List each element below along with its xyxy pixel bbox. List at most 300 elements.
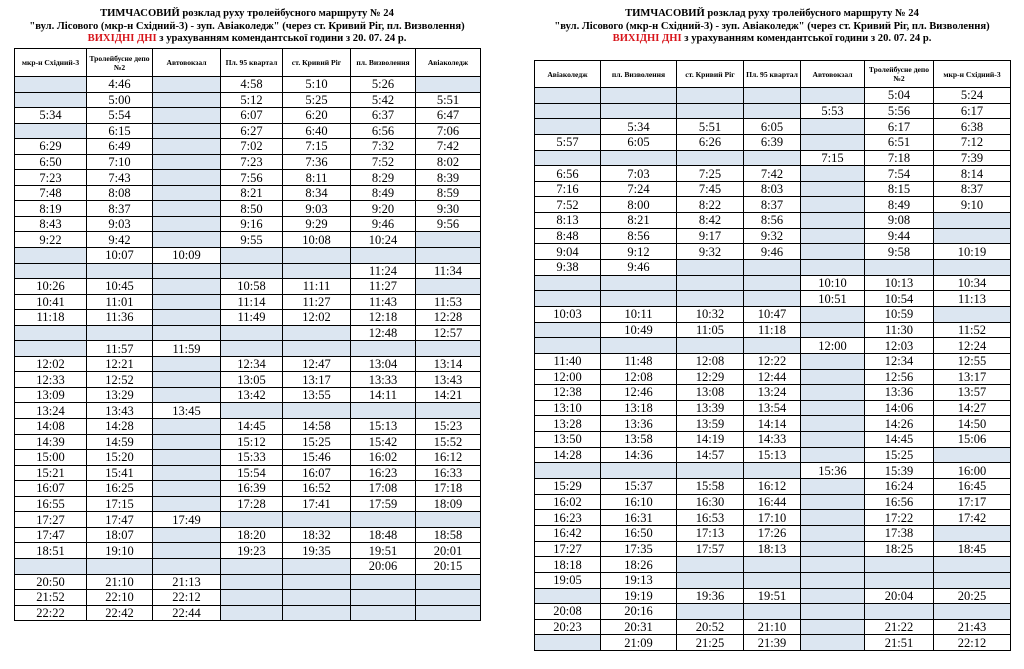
table-row <box>535 228 1011 244</box>
time-cell: 13:18 <box>601 400 677 416</box>
time-cell: 17:17 <box>934 494 1011 510</box>
table-row <box>15 154 481 170</box>
time-cell <box>283 248 351 264</box>
time-cell: 5:54 <box>87 108 153 124</box>
time-cell <box>153 170 221 186</box>
time-cell <box>801 306 865 322</box>
time-cell: 14:14 <box>744 416 801 432</box>
time-cell: 13:28 <box>535 416 601 432</box>
time-cell: 9:32 <box>677 244 744 260</box>
time-cell: 14:45 <box>865 432 934 448</box>
time-cell <box>535 463 601 479</box>
time-cell: 12:44 <box>744 369 801 385</box>
time-cell <box>153 154 221 170</box>
time-cell: 18:25 <box>865 541 934 557</box>
time-cell: 18:20 <box>221 527 283 543</box>
route: "вул. Лісового (мкр-н Східний-3) - зуп. Авіаколедж" (через ст. Кривий Ріг, пл. Визволення) <box>554 20 990 32</box>
time-cell: 8:21 <box>601 213 677 229</box>
table-row <box>535 119 1011 135</box>
time-cell: 16:44 <box>744 494 801 510</box>
time-cell: 18:09 <box>416 496 481 512</box>
time-cell <box>865 260 934 276</box>
time-cell: 16:12 <box>416 450 481 466</box>
time-cell: 21:43 <box>934 619 1011 635</box>
time-cell: 12:56 <box>865 369 934 385</box>
time-cell: 16:45 <box>934 479 1011 495</box>
table-row <box>535 197 1011 213</box>
time-cell: 17:41 <box>283 496 351 512</box>
time-cell: 6:27 <box>221 123 283 139</box>
table-row <box>535 525 1011 541</box>
table-row <box>535 588 1011 604</box>
time-cell: 10:51 <box>801 291 865 307</box>
time-cell <box>601 275 677 291</box>
time-cell: 13:39 <box>677 400 744 416</box>
time-cell: 22:42 <box>87 605 153 621</box>
table-row <box>15 481 481 497</box>
time-cell: 9:44 <box>865 228 934 244</box>
time-cell <box>87 558 153 574</box>
time-cell: 17:35 <box>601 541 677 557</box>
time-cell: 11:27 <box>283 294 351 310</box>
time-cell <box>416 341 481 357</box>
table-row <box>535 416 1011 432</box>
time-cell: 14:28 <box>535 447 601 463</box>
table-row <box>15 403 481 419</box>
time-cell <box>677 291 744 307</box>
time-cell <box>535 103 601 119</box>
time-cell: 16:23 <box>351 465 416 481</box>
table-row <box>535 103 1011 119</box>
time-cell: 8:03 <box>744 181 801 197</box>
time-cell <box>801 447 865 463</box>
time-cell <box>744 260 801 276</box>
time-cell: 5:12 <box>221 92 283 108</box>
time-cell <box>601 88 677 104</box>
time-cell <box>801 525 865 541</box>
time-cell <box>934 447 1011 463</box>
time-cell: 12:52 <box>87 372 153 388</box>
time-cell <box>801 432 865 448</box>
time-cell: 14:45 <box>221 419 283 435</box>
time-cell: 9:03 <box>87 216 153 232</box>
time-cell: 10:41 <box>15 294 87 310</box>
time-cell <box>601 150 677 166</box>
column-header: мкр-н Східний-3 <box>934 61 1011 88</box>
column-header: Авіаколедж <box>416 49 481 77</box>
time-cell <box>153 434 221 450</box>
time-cell: 11:14 <box>221 294 283 310</box>
time-cell: 9:04 <box>535 244 601 260</box>
time-cell: 17:13 <box>677 525 744 541</box>
time-cell: 7:12 <box>934 134 1011 150</box>
time-cell <box>744 291 801 307</box>
time-cell: 6:17 <box>934 103 1011 119</box>
time-cell: 6:05 <box>601 134 677 150</box>
time-cell: 11:40 <box>535 353 601 369</box>
time-cell: 7:56 <box>221 170 283 186</box>
time-cell: 11:49 <box>221 310 283 326</box>
time-cell: 8:59 <box>416 185 481 201</box>
time-cell <box>601 103 677 119</box>
time-cell <box>601 291 677 307</box>
time-cell: 8:34 <box>283 185 351 201</box>
time-cell: 13:05 <box>221 372 283 388</box>
table-row <box>535 291 1011 307</box>
table-row <box>535 463 1011 479</box>
time-cell: 11:18 <box>15 310 87 326</box>
table-row <box>15 590 481 606</box>
time-cell: 17:38 <box>865 525 934 541</box>
time-cell: 12:57 <box>416 325 481 341</box>
time-cell <box>153 527 221 543</box>
time-cell: 5:51 <box>677 119 744 135</box>
time-cell: 5:10 <box>283 77 351 93</box>
time-cell: 15:20 <box>87 450 153 466</box>
time-cell: 20:50 <box>15 574 87 590</box>
time-cell <box>934 306 1011 322</box>
time-cell: 15:13 <box>351 419 416 435</box>
table-row <box>15 605 481 621</box>
time-cell: 10:03 <box>535 306 601 322</box>
time-cell: 10:11 <box>601 306 677 322</box>
time-cell <box>416 248 481 264</box>
time-cell: 19:51 <box>351 543 416 559</box>
time-cell: 5:53 <box>801 103 865 119</box>
time-cell <box>221 512 283 528</box>
time-cell: 12:08 <box>677 353 744 369</box>
time-cell: 10:19 <box>934 244 1011 260</box>
time-cell: 11:05 <box>677 322 744 338</box>
time-cell: 11:53 <box>416 294 481 310</box>
time-cell <box>416 512 481 528</box>
time-cell: 12:02 <box>283 310 351 326</box>
timetable <box>14 48 481 621</box>
time-cell <box>351 248 416 264</box>
time-cell: 13:50 <box>535 432 601 448</box>
time-cell: 8:37 <box>744 197 801 213</box>
time-cell: 22:44 <box>153 605 221 621</box>
time-cell: 7:43 <box>87 170 153 186</box>
table-row <box>15 465 481 481</box>
time-cell: 13:55 <box>283 387 351 403</box>
time-cell: 12:21 <box>87 356 153 372</box>
notice-text: з урахуванням комендантської години з 20. 07. 24 р. <box>156 33 407 44</box>
time-cell: 14:59 <box>87 434 153 450</box>
time-cell: 11:30 <box>865 322 934 338</box>
time-cell: 10:10 <box>801 275 865 291</box>
time-cell <box>153 325 221 341</box>
time-cell <box>153 185 221 201</box>
time-cell: 15:39 <box>865 463 934 479</box>
time-cell: 5:42 <box>351 92 416 108</box>
time-cell <box>87 263 153 279</box>
time-cell: 10:26 <box>15 279 87 295</box>
time-cell: 22:12 <box>934 635 1011 651</box>
time-cell: 7:54 <box>865 166 934 182</box>
time-cell: 6:05 <box>744 119 801 135</box>
time-cell: 14:57 <box>677 447 744 463</box>
time-cell: 13:17 <box>283 372 351 388</box>
time-cell: 15:42 <box>351 434 416 450</box>
table-row <box>535 150 1011 166</box>
time-cell: 13:10 <box>535 400 601 416</box>
time-cell: 11:48 <box>601 353 677 369</box>
timetable <box>534 60 1011 651</box>
time-cell: 12:02 <box>15 356 87 372</box>
time-cell: 16:25 <box>87 481 153 497</box>
time-cell: 8:00 <box>601 197 677 213</box>
time-cell <box>15 123 87 139</box>
time-cell <box>744 338 801 354</box>
time-cell: 10:08 <box>283 232 351 248</box>
time-cell <box>677 604 744 620</box>
table-row <box>15 92 481 108</box>
time-cell: 16:10 <box>601 494 677 510</box>
table-row <box>535 479 1011 495</box>
time-cell: 6:26 <box>677 134 744 150</box>
time-cell <box>351 403 416 419</box>
time-cell: 16:52 <box>283 481 351 497</box>
time-cell <box>283 574 351 590</box>
time-cell <box>801 228 865 244</box>
time-cell <box>351 574 416 590</box>
table-row <box>15 574 481 590</box>
table-row <box>15 434 481 450</box>
notice <box>14 33 480 46</box>
time-cell <box>934 557 1011 573</box>
time-cell: 20:16 <box>601 604 677 620</box>
time-cell: 13:42 <box>221 387 283 403</box>
time-cell: 11:59 <box>153 341 221 357</box>
time-cell: 8:22 <box>677 197 744 213</box>
time-cell: 8:56 <box>601 228 677 244</box>
time-cell: 7:10 <box>87 154 153 170</box>
time-cell <box>283 512 351 528</box>
time-cell: 7:23 <box>15 170 87 186</box>
time-cell: 13:57 <box>934 385 1011 401</box>
time-cell: 11:18 <box>744 322 801 338</box>
time-cell: 20:31 <box>601 619 677 635</box>
time-cell: 20:15 <box>416 558 481 574</box>
time-cell <box>221 558 283 574</box>
time-cell: 9:03 <box>283 201 351 217</box>
time-cell: 16:53 <box>677 510 744 526</box>
time-cell: 13:09 <box>15 387 87 403</box>
table-row <box>535 400 1011 416</box>
table-row <box>535 306 1011 322</box>
time-cell: 13:14 <box>416 356 481 372</box>
time-cell: 18:48 <box>351 527 416 543</box>
time-cell <box>934 572 1011 588</box>
time-cell: 14:33 <box>744 432 801 448</box>
time-cell: 11:13 <box>934 291 1011 307</box>
time-cell: 9:30 <box>416 201 481 217</box>
time-cell <box>351 341 416 357</box>
time-cell: 21:10 <box>87 574 153 590</box>
time-cell: 9:22 <box>15 232 87 248</box>
time-cell: 8:14 <box>934 166 1011 182</box>
time-cell <box>535 635 601 651</box>
time-cell: 10:47 <box>744 306 801 322</box>
time-cell <box>801 88 865 104</box>
time-cell: 14:28 <box>87 419 153 435</box>
time-cell: 7:45 <box>677 181 744 197</box>
time-cell: 13:59 <box>677 416 744 432</box>
time-cell: 17:18 <box>416 481 481 497</box>
table-row <box>15 325 481 341</box>
time-cell: 6:07 <box>221 108 283 124</box>
time-cell <box>677 150 744 166</box>
time-cell: 12:47 <box>283 356 351 372</box>
time-cell: 21:09 <box>601 635 677 651</box>
table-row <box>15 341 481 357</box>
table-row <box>535 338 1011 354</box>
time-cell <box>153 123 221 139</box>
time-cell: 12:46 <box>601 385 677 401</box>
time-cell: 7:24 <box>601 181 677 197</box>
time-cell: 9:20 <box>351 201 416 217</box>
time-cell: 17:27 <box>535 541 601 557</box>
table-row <box>535 432 1011 448</box>
time-cell: 14:26 <box>865 416 934 432</box>
time-cell <box>221 605 283 621</box>
time-cell: 14:06 <box>865 400 934 416</box>
time-cell: 13:36 <box>601 416 677 432</box>
time-cell <box>153 481 221 497</box>
time-cell <box>801 541 865 557</box>
time-cell: 5:25 <box>283 92 351 108</box>
time-cell: 10:49 <box>601 322 677 338</box>
time-cell: 14:21 <box>416 387 481 403</box>
time-cell: 8:08 <box>87 185 153 201</box>
time-cell: 5:04 <box>865 88 934 104</box>
time-cell: 6:17 <box>865 119 934 135</box>
time-cell: 5:57 <box>535 134 601 150</box>
time-cell: 19:51 <box>744 588 801 604</box>
time-cell <box>801 494 865 510</box>
time-cell: 22:12 <box>153 590 221 606</box>
time-cell: 9:17 <box>677 228 744 244</box>
table-row <box>535 213 1011 229</box>
time-cell: 6:56 <box>535 166 601 182</box>
time-cell: 5:26 <box>351 77 416 93</box>
time-cell: 9:56 <box>416 216 481 232</box>
time-cell <box>801 353 865 369</box>
time-cell: 8:29 <box>351 170 416 186</box>
time-cell <box>351 512 416 528</box>
time-cell <box>801 260 865 276</box>
time-cell <box>801 244 865 260</box>
time-cell <box>744 463 801 479</box>
column-header: пл. Визволення <box>351 49 416 77</box>
time-cell: 15:54 <box>221 465 283 481</box>
time-cell: 15:06 <box>934 432 1011 448</box>
time-cell: 17:10 <box>744 510 801 526</box>
time-cell: 16:33 <box>416 465 481 481</box>
column-header: мкр-н Східний-3 <box>15 49 87 77</box>
time-cell: 6:38 <box>934 119 1011 135</box>
time-cell: 9:29 <box>283 216 351 232</box>
time-cell <box>283 590 351 606</box>
table-row <box>15 372 481 388</box>
time-cell <box>153 232 221 248</box>
time-cell: 8:11 <box>283 170 351 186</box>
time-cell: 4:46 <box>87 77 153 93</box>
time-cell: 10:24 <box>351 232 416 248</box>
time-cell: 17:57 <box>677 541 744 557</box>
time-cell <box>934 525 1011 541</box>
time-cell: 6:29 <box>15 139 87 155</box>
time-cell: 10:54 <box>865 291 934 307</box>
time-cell <box>744 88 801 104</box>
time-cell: 14:50 <box>934 416 1011 432</box>
time-cell: 10:58 <box>221 279 283 295</box>
time-cell: 20:06 <box>351 558 416 574</box>
time-cell: 18:13 <box>744 541 801 557</box>
table-row <box>535 510 1011 526</box>
time-cell: 11:52 <box>934 322 1011 338</box>
route: "вул. Лісового (мкр-н Східний-3) - зуп. Авіаколедж" (через ст. Кривий Ріг, пл. Визволення) <box>29 20 465 32</box>
time-cell: 5:34 <box>15 108 87 124</box>
time-cell: 15:46 <box>283 450 351 466</box>
time-cell <box>801 635 865 651</box>
time-cell: 17:08 <box>351 481 416 497</box>
time-cell <box>801 604 865 620</box>
time-cell <box>416 77 481 93</box>
time-cell: 13:36 <box>865 385 934 401</box>
time-cell <box>153 279 221 295</box>
time-cell: 19:36 <box>677 588 744 604</box>
table-row <box>535 385 1011 401</box>
time-cell: 17:27 <box>15 512 87 528</box>
time-cell: 15:23 <box>416 419 481 435</box>
time-cell: 15:00 <box>15 450 87 466</box>
time-cell: 18:26 <box>601 557 677 573</box>
time-cell: 13:29 <box>87 387 153 403</box>
time-cell: 13:04 <box>351 356 416 372</box>
time-cell: 13:58 <box>601 432 677 448</box>
time-cell: 4:58 <box>221 77 283 93</box>
time-cell: 11:24 <box>351 263 416 279</box>
time-cell: 12:38 <box>535 385 601 401</box>
time-cell <box>801 213 865 229</box>
time-cell: 13:43 <box>87 403 153 419</box>
table-row <box>15 294 481 310</box>
time-cell <box>801 400 865 416</box>
schedule-left <box>14 8 480 621</box>
table-row <box>15 170 481 186</box>
time-cell: 22:22 <box>15 605 87 621</box>
notice <box>534 33 1010 46</box>
column-header: Авіаколедж <box>535 61 601 88</box>
time-cell: 6:37 <box>351 108 416 124</box>
time-cell: 12:18 <box>351 310 416 326</box>
time-cell: 12:29 <box>677 369 744 385</box>
time-cell: 7:48 <box>15 185 87 201</box>
table-row <box>15 512 481 528</box>
time-cell <box>351 605 416 621</box>
time-cell: 19:23 <box>221 543 283 559</box>
table-row <box>535 353 1011 369</box>
notice-red: ВИХІДНІ ДНІ <box>87 33 157 44</box>
table-row <box>535 88 1011 104</box>
time-cell: 6:40 <box>283 123 351 139</box>
column-header: Автовокзал <box>153 49 221 77</box>
table-row <box>535 541 1011 557</box>
time-cell <box>934 228 1011 244</box>
time-cell: 14:08 <box>15 419 87 435</box>
